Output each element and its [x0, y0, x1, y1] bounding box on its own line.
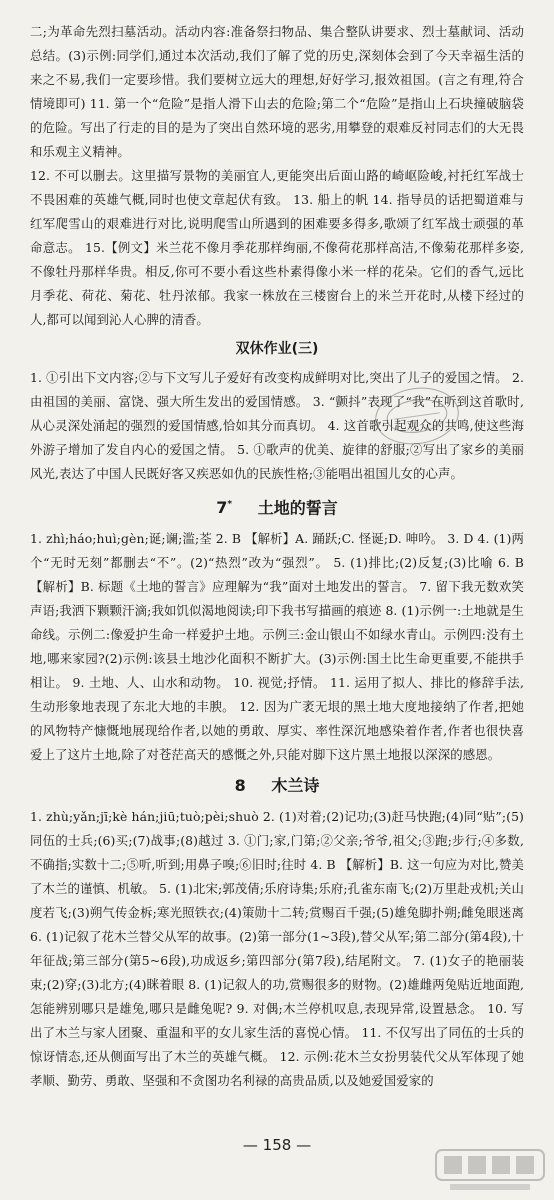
chapter-heading: [30, 767, 524, 805]
section-paragraph: 1. ①引出下文内容;②与下文写儿子爱好有改变构成鲜明对比,突出了儿子的爱国之情。 2. 由祖国的美丽、富饶、强大所生发出的爱国情感。 3. “颤抖”表现了“我”在听到这首歌时,从心灵深处涌起的强烈的爱国情感,恰如其分而真切。 4. 这首歌引起观众的共鸣,使这些海外游子增加了发自内心的爱国之情。 5. ①歌声的优美、旋律的舒服;②写出了家乡的美丽风光,表达了中国人民既好客又疾恶如仇的民族性格;③能唱出祖国儿女的心声。: [30, 370, 524, 481]
chapter-title: 土地的誓言: [257, 498, 338, 518]
chapter-answers: 1. zhù;yǎn;jī;kè hán;jiū;tuò;pèi;shuò 2. (1)对着;(2)记功;(3)赶马快跑;(4)同“贴”;(5)同伍的士兵;(6)买;(7)战事;(8)越过 3. ①门;家,门第;②父亲;爷爷,祖父;③跑;步行;④多数,不确指;实数十二;⑤听,听到;用鼻子嗅;⑥旧时;往时 4. B 【解析】B. 这一句应为对比,赞美了木兰的谨慎、机敏。 5. (1)北宋;郭茂倩;乐府诗集;乐府;孔雀东南飞;(2)万里赴戎机;关山度若飞;(3)朔气传金柝;寒光照铁衣;(4)策勋十二转;赏赐百千强;(5)雄兔脚扑朔;雌兔眼迷离 6. (1)记叙了花木兰替父从军的故事。(2)第一部分(1~3段),替父从军;第二部分(第4段),十年征战;第三部分(第5~6段),功成返乡;第四部分(第7段),结尾附文。 7. (1)女子的艳丽装束;(2)穿;(3)北方;(4)眯着眼 8. (1)记叙人的功,赏赐很多的财物。(2)雄雌两兔贴近地面跑,怎能辨别哪只是雄兔,哪只是雌兔呢? 9. 对偶;木兰停机叹息,表现异常,设置悬念。 10. 写出了木兰与家人团聚、重温和平的女儿家生活的喜悦心情。 11. 不仅写出了同伍的士兵的惊讶情态,还从侧面写出了木兰的英雄气概。 12. 示例:花木兰女扮男装代父从军体现了她孝顺、勤劳、勇敢、坚强和不贪图功名利禄的高贵品质,以及她爱国爱家的: [30, 809, 524, 1089]
chapter-heading: [30, 486, 524, 527]
paragraph-text: 二;为革命先烈扫墓活动。活动内容:准备祭扫物品、集合整队讲要求、烈士墓献词、活动总结。(3)示例:同学们,通过本次活动,我们了解了党的历史,深刻体会到了今天幸福生活的来之不易,我们一定要珍惜。我们要树立远大的理想,好好学习,报效祖国。(言之有理,符合情境即可) 11. 第一个“危险”是指人滑下山去的危险;第二个“危险”是指山上石块撞破脑袋的危险。写出了行走的目的是为了突出自然环境的恶劣,用攀登的艰难反衬同志们的大无畏和乐观主义精神。: [30, 24, 524, 159]
chapter-answers: 1. zhì;háo;huì;gèn;诞;谰;滥;荃 2. B 【解析】A. 踊跃;C. 怪诞;D. 呻吟。 3. D 4. (1)两个“无时无刻”都删去“不”。(2)“热烈”改为“强烈”。 5. (1)排比;(2)反复;(3)比喻 6. B 【解析】B. 标题《土地的誓言》应理解为“我”面对土地发出的誓言。 7. 留下我无数欢笑声语;我洒下颗颗汗滴;我如饥似渴地阅读;印下我书写描画的痕迹 8. (1)示例一:土地就是生命线。示例二:像爱护生命一样爱护土地。示例三:金山银山不如绿水青山。示例四:没有土地,哪来家园?(2)示例:该县土地沙化面积不断扩大。(3)示例:国土比生命更重要,不能拱手相让。 9. 土地、人、山水和动物。 10. 视觉;抒情。 11. 运用了拟人、排比的修辞手法,生动形象地表现了东北大地的丰腴。 12. 因为广袤无垠的黑土地大度地接纳了作者,把她的风物特产慷慨地展现给作者,以她的勇敢、厚实、率性深沉地感染着作者,作者也很快喜爱上了这片土地,除了对苍茫高天的感慨之外,只能对脚下这片黑土地报以深深的感恩。: [30, 531, 524, 763]
page-number: — 158 —: [242, 1136, 312, 1154]
chapter-title: 木兰诗: [271, 776, 320, 796]
chapter-number: 7*: [216, 498, 233, 518]
section-title: 双休作业(三): [235, 341, 319, 357]
watermark-logo-icon: [434, 1146, 546, 1194]
paragraph-text: 12. 不可以删去。这里描写景物的美丽宜人,更能突出后面山路的崎岖险峻,衬托红军战士不畏困难的英雄气概,同时也使文章起伏有致。 13. 船上的帆 14. 指导员的话把蜀道难与红军爬雪山的艰难进行对比,说明爬雪山所遇到的困难要多得多,歌颂了红军战士顽强的革命意志。 15.【例文】米兰花不像月季花那样绚丽,不像荷花那样高洁,不像菊花那样多姿,不像牡丹那样华贵。相反,你可不要小看这些朴素得像小米一样的花朵。它们的香气,远比月季花、荷花、菊花、牡丹浓郁。我家一株放在三楼窗台上的米兰开花时,从楼下经过的人,都可以闻到沁人心脾的清香。: [30, 168, 524, 327]
chapter-number: 8: [234, 776, 246, 796]
